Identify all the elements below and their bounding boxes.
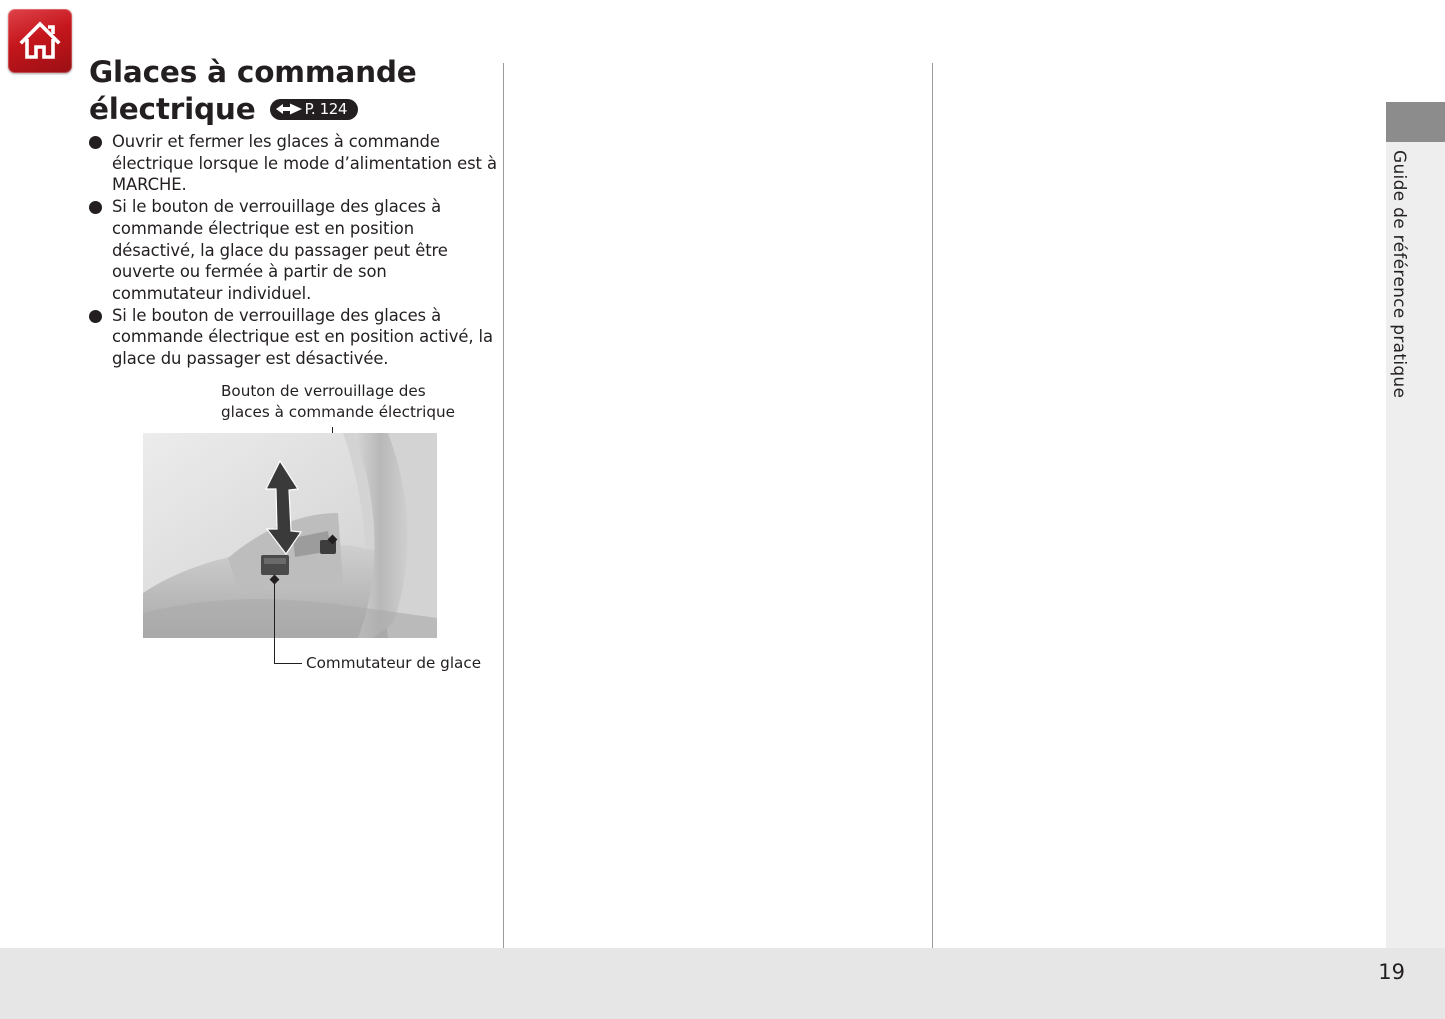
list-item-text: Ouvrir et fermer les glaces à commande électrique lorsque le mode d’alimentation est à MARCHE. <box>112 132 497 195</box>
lock-button-callout-line1: Bouton de verrouillage des <box>221 382 426 400</box>
door-panel-illustration <box>143 433 437 638</box>
section-title <box>89 54 417 128</box>
bullet-icon <box>89 310 102 323</box>
page-reference-text: P. 124 <box>304 99 348 118</box>
side-tab-label: Guide de référence pratique <box>1389 150 1409 399</box>
column-divider-left <box>503 63 504 948</box>
list-item <box>88 305 498 370</box>
arrow-right-icon <box>275 102 303 116</box>
column-divider-right <box>932 63 933 948</box>
bullet-icon <box>89 136 102 149</box>
home-button[interactable] <box>8 9 72 73</box>
list-item <box>88 196 498 305</box>
list-item <box>88 131 498 196</box>
side-tab-marker <box>1386 102 1445 142</box>
section-title-line1: Glaces à commande <box>89 55 417 89</box>
window-switch-leader-tick <box>274 663 302 664</box>
bullet-icon <box>89 201 102 214</box>
list-item-text: Si le bouton de verrouillage des glaces à commande électrique est en position désactivé, la glace du passager peut être ouverte ou fermée à partir de son commutateur individuel. <box>112 197 448 303</box>
window-switch-leader-line <box>274 580 275 663</box>
window-switch-callout: Commutateur de glace <box>306 654 482 672</box>
page-number: 19 <box>1378 960 1405 984</box>
lock-button-callout <box>221 381 455 423</box>
page-footer <box>0 948 1445 1019</box>
section-title-line2: électrique <box>89 92 256 126</box>
lock-button-callout-line2: glaces à commande électrique <box>221 403 455 421</box>
page-reference-link[interactable] <box>270 99 358 120</box>
list-item-text: Si le bouton de verrouillage des glaces à commande électrique est en position activé, la glace du passager est désactivée. <box>112 305 493 369</box>
home-icon <box>16 17 64 65</box>
instruction-list <box>88 131 498 370</box>
